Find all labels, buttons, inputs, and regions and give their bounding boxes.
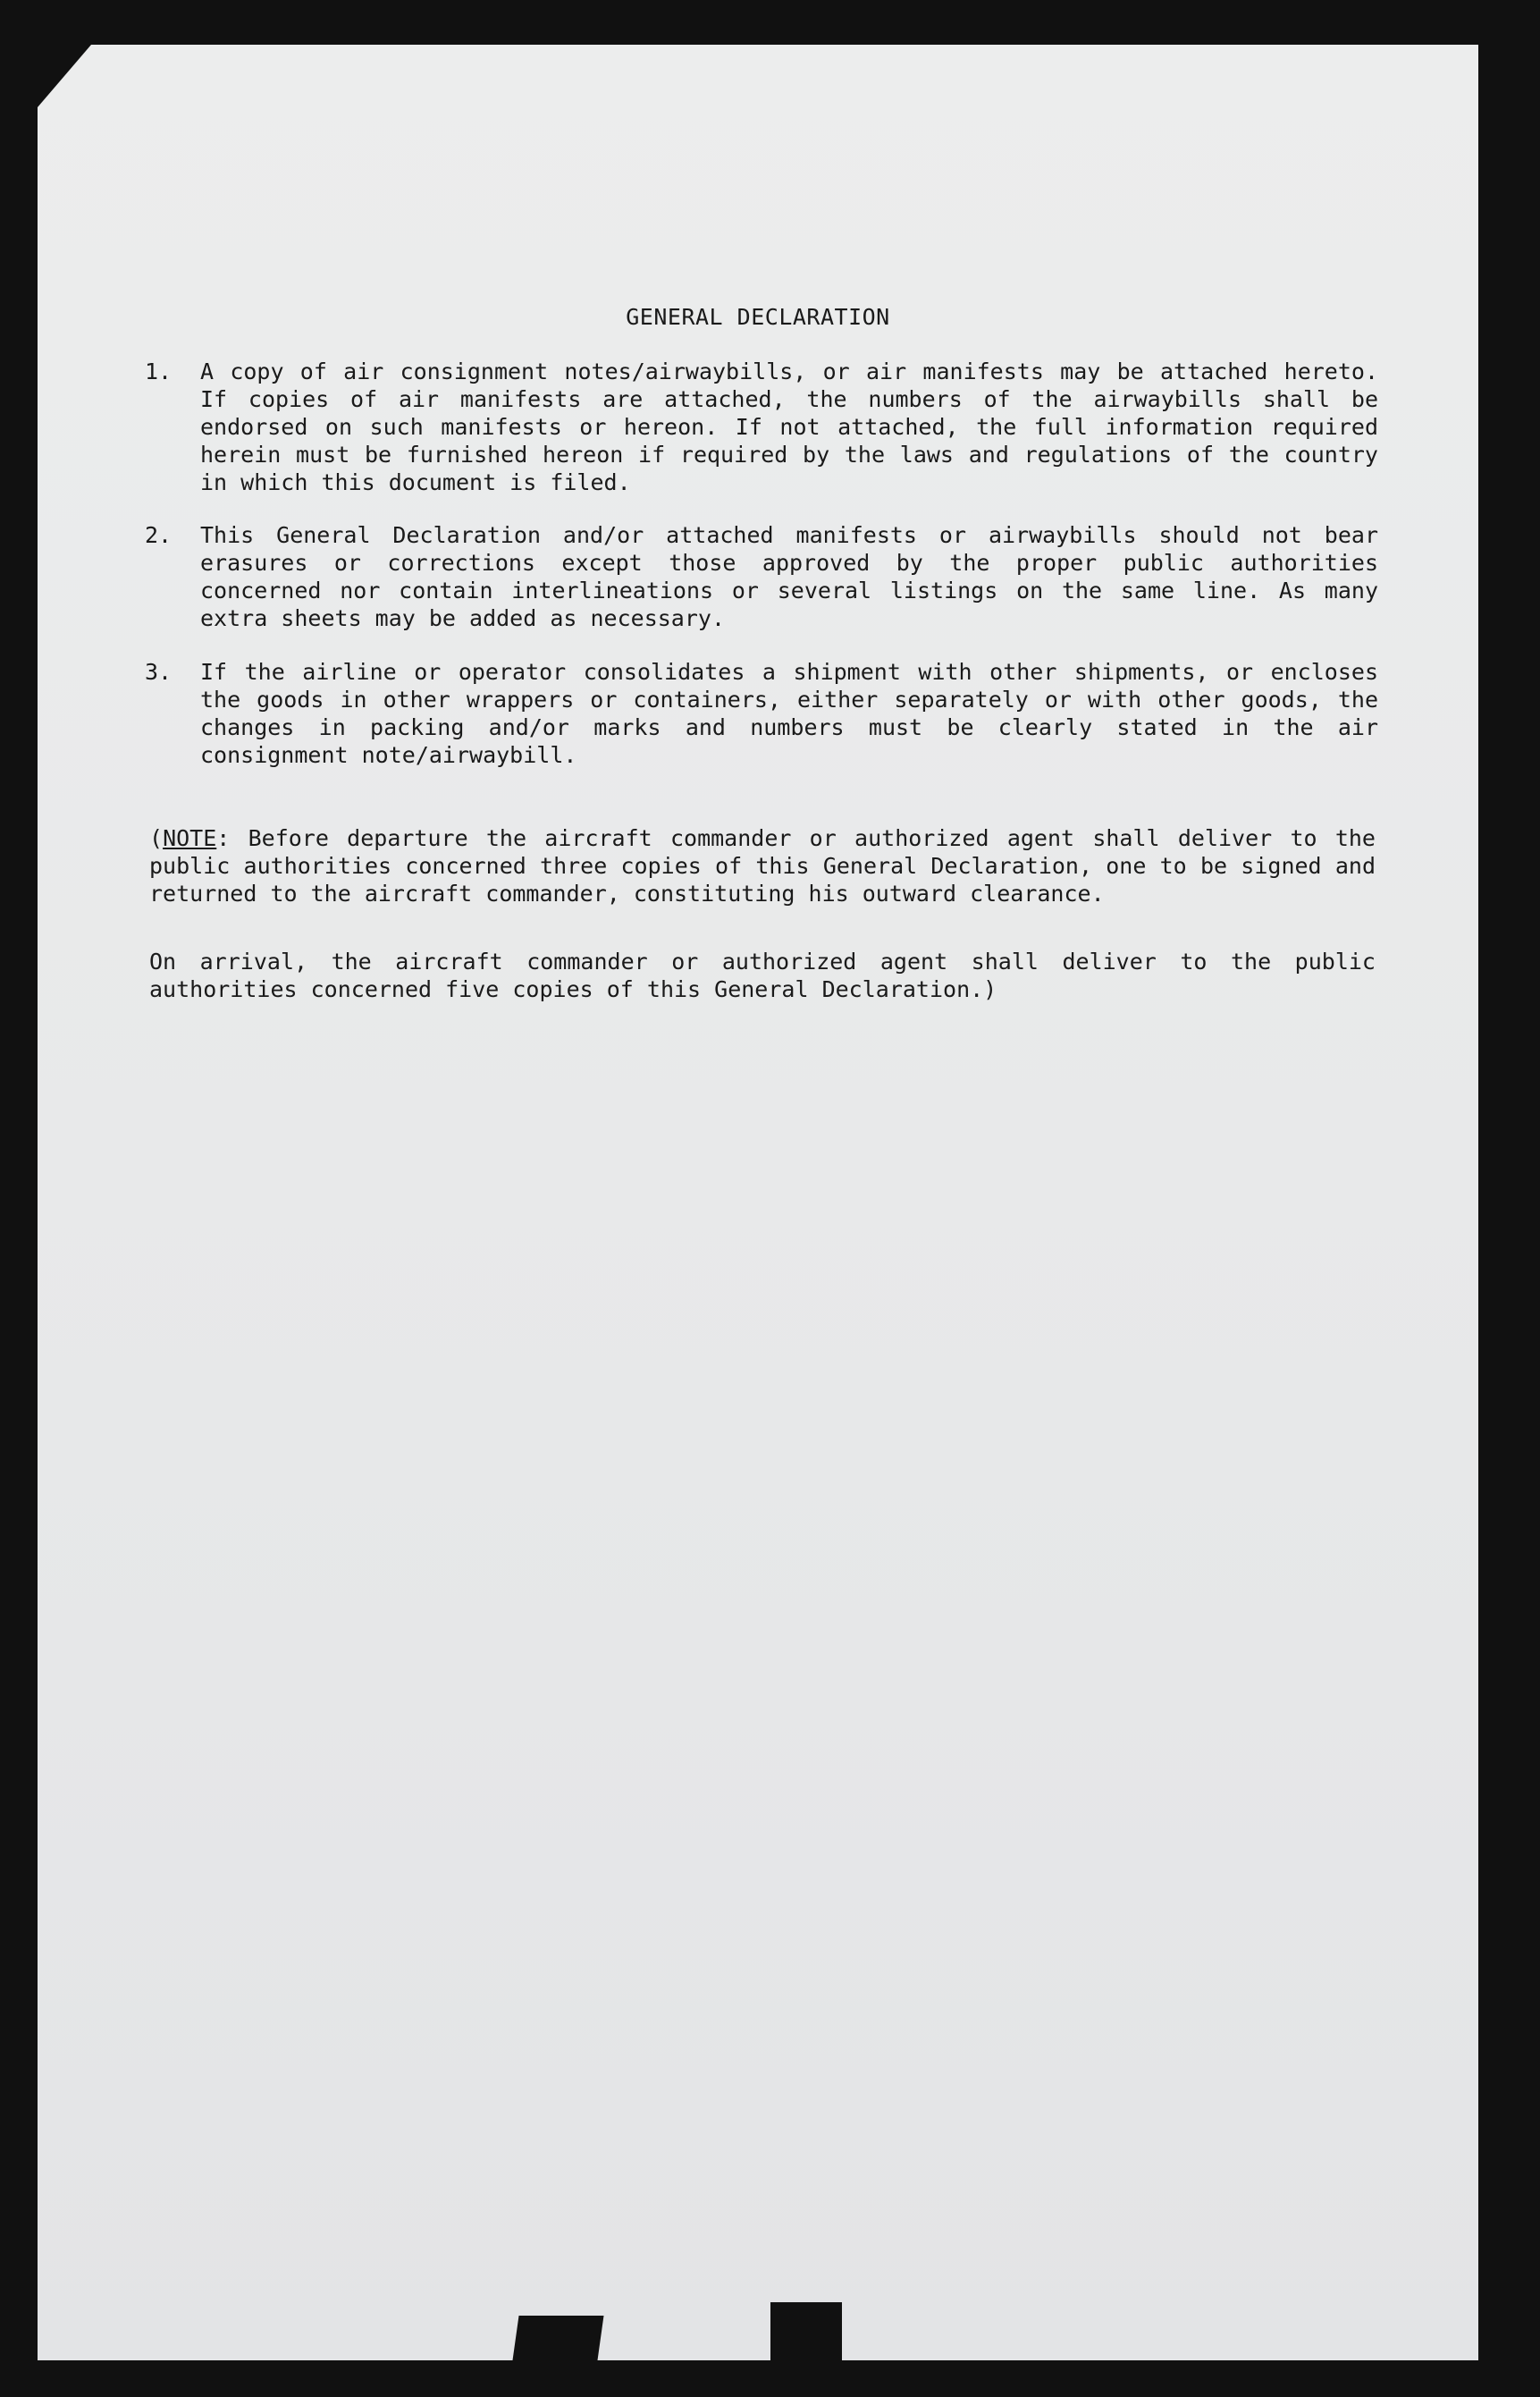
item-number: 2. [145,522,173,548]
note-label: NOTE [163,825,217,851]
document-title: GENERAL DECLARATION [626,304,890,330]
document-page [38,45,1478,2360]
page-corner-fold [38,45,91,107]
item-text: This General Declaration and/or attached manifests or airwaybills should not bear erasures or corrections except those approved by the proper public authorities concerned nor contain interlineations or several listings on the same line. As many extra sheets may be added as necessary. [200,522,1378,631]
instruction-item [145,521,1378,632]
arrival-note: On arrival, the aircraft commander or authorized agent shall deliver to the public authorities concerned five copies of this General Declaration.) [149,949,1376,1002]
instruction-item [145,658,1378,769]
instruction-item [145,358,1378,496]
item-number: 1. [145,359,173,384]
scan-artifact [512,2316,603,2360]
item-text: If the airline or operator consolidates a shipment with other shipments, or encloses the goods in other wrappers or containers, either separately or with other goods, the changes in packing and/or marks and numbers must be clearly stated in the air consignment note/airwaybill. [200,659,1378,768]
item-text: A copy of air consignment notes/airwaybills, or air manifests may be attached hereto. If copies of air manifests are attached, the numbers of the airwaybills shall be endorsed on such manifests or hereon. If not attached, the full information required herein must be furnished hereon if required by the laws and regulations of the country in which this document is filed. [200,359,1378,495]
item-number: 3. [145,659,173,685]
note-text: : Before departure the aircraft commander or authorized agent shall deliver to the public authorities concerned three copies of this General Declaration, one to be signed and returned to the aircraft commander, constituting his outward clearance. [149,825,1376,907]
scan-artifact [770,2302,842,2360]
departure-note: (NOTE: Before departure the aircraft commander or authorized agent shall deliver to the public authorities concerned three copies of this General Declaration, one to be signed and returned to the aircraft commander, constituting his outward clearance. [149,825,1376,907]
